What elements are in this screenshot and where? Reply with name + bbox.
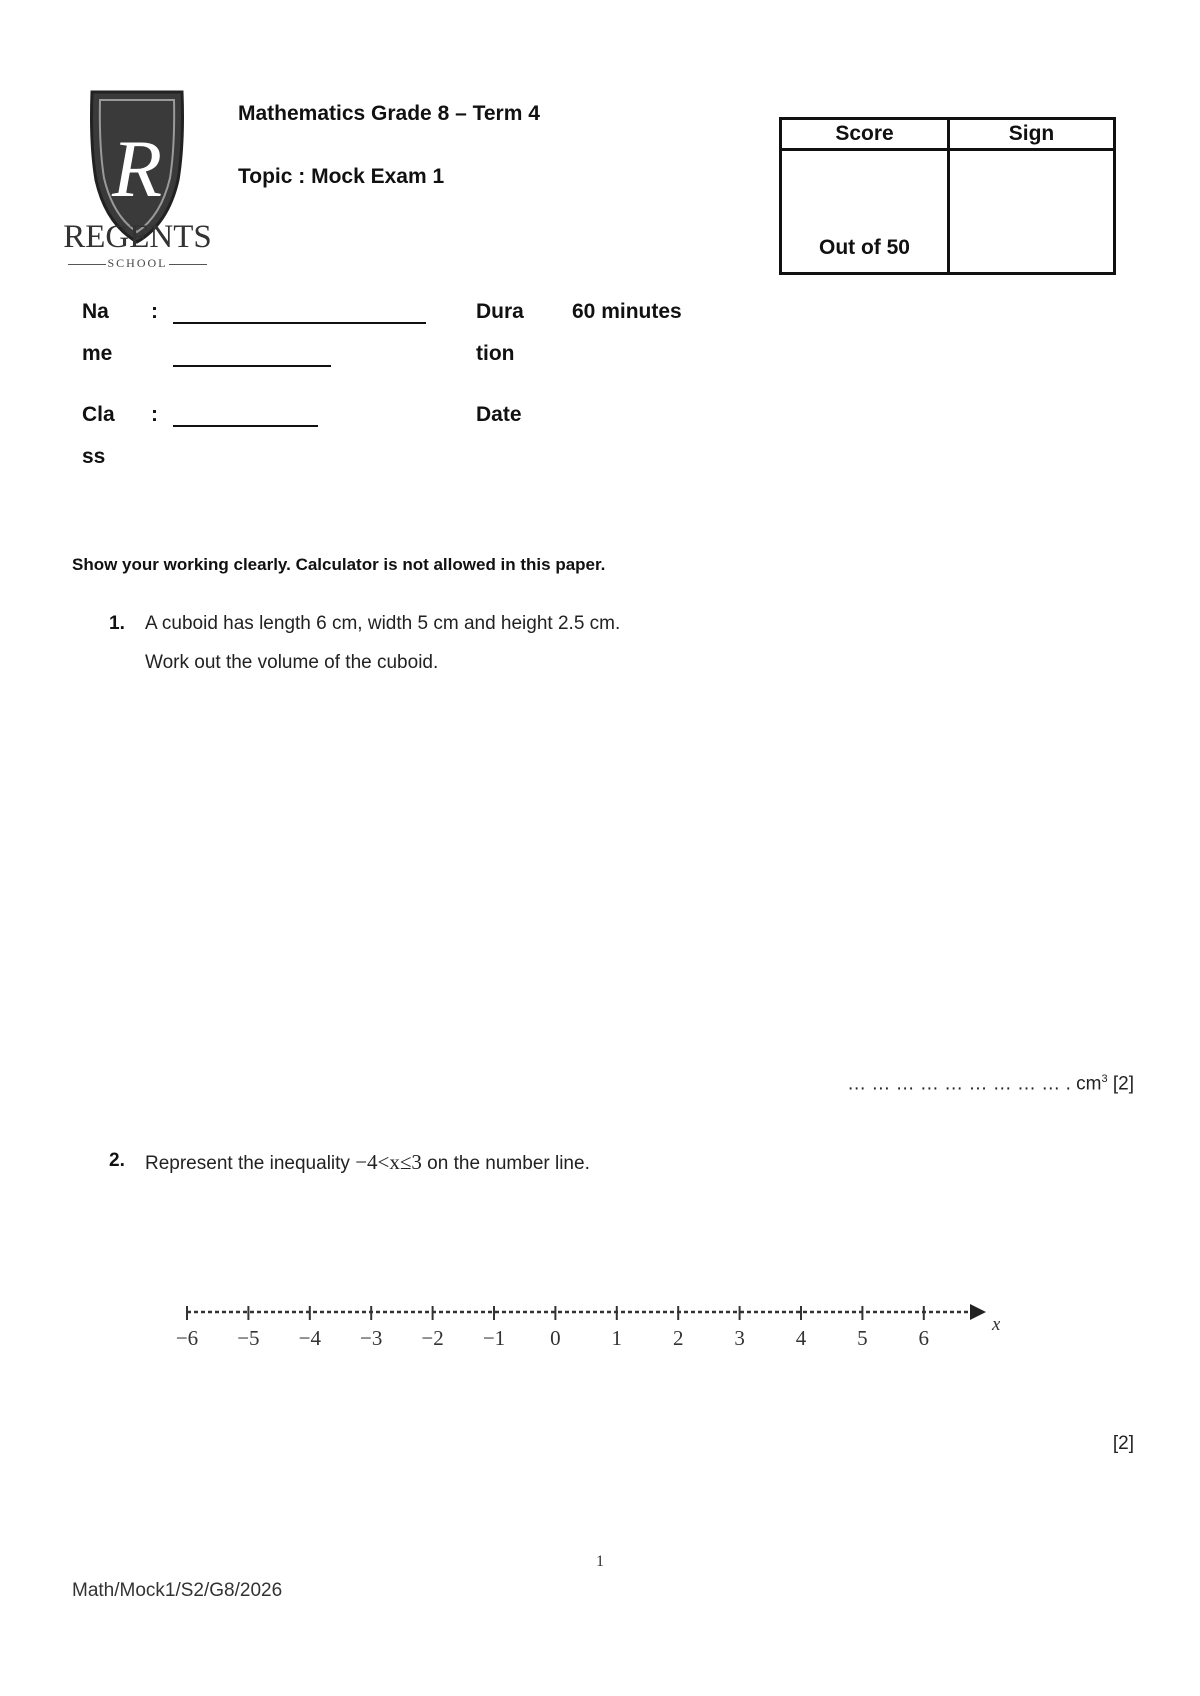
question-1-number: 1.: [109, 613, 125, 634]
number-line-tick-label: −2: [421, 1326, 444, 1350]
number-line-tick-label: −1: [482, 1326, 506, 1350]
question-2-text-after: on the number line.: [421, 1153, 590, 1174]
exam-title: Mathematics Grade 8 – Term 4: [238, 102, 540, 125]
sign-header: Sign: [1008, 122, 1055, 145]
class-colon: :: [151, 403, 158, 426]
number-line-tick-label: 2: [672, 1326, 684, 1350]
number-line-tick-label: −4: [298, 1326, 321, 1350]
number-line-tick-label: 3: [734, 1326, 745, 1350]
question-1-line1: A cuboid has length 6 cm, width 5 cm and height 2.5 cm.: [145, 613, 621, 634]
name-input-line2[interactable]: [173, 365, 331, 367]
class-label-line2: ss: [82, 445, 106, 468]
number-line-tick-label: −3: [360, 1326, 383, 1350]
answer-unit-power: 3: [1101, 1073, 1108, 1085]
question-2-marks: [2]: [1112, 1433, 1134, 1454]
exam-topic: Topic : Mock Exam 1: [238, 165, 445, 188]
footer-code: Math/Mock1/S2/G8/2026: [72, 1580, 283, 1601]
number-line-tick-label: 0: [550, 1326, 561, 1350]
number-line-tick-label: 5: [857, 1326, 868, 1350]
number-line-tick-label: 6: [918, 1326, 930, 1350]
logo-sub-row: [60, 256, 215, 270]
answer-dots: … … … … … … … … … .: [847, 1073, 1071, 1095]
logo-sub: SCHOOL: [107, 256, 168, 270]
logo-name: REGENTS: [63, 219, 212, 255]
question-1-working-area[interactable]: [145, 690, 1125, 1060]
duration-value: 60 minutes: [572, 300, 682, 323]
logo-letter: R: [111, 123, 163, 214]
question-2-inequality: −4<x≤3: [355, 1150, 422, 1174]
date-label: Date: [476, 403, 522, 426]
duration-label-line1: Dura: [476, 300, 524, 323]
question-1-marks: [2]: [1112, 1073, 1134, 1095]
answer-unit: cm: [1076, 1073, 1102, 1095]
number-line-arrow-icon: [970, 1304, 986, 1320]
number-line-variable: x: [992, 1314, 1000, 1335]
school-logo: [60, 84, 215, 274]
question-2-number: 2.: [109, 1150, 125, 1171]
duration-label-line2: tion: [476, 342, 515, 365]
class-label-line1: Cla: [82, 403, 115, 426]
question-2-text: [145, 1150, 590, 1175]
number-line-tick-label: −6: [175, 1326, 199, 1350]
name-input-line1[interactable]: [173, 322, 426, 324]
class-input-line[interactable]: [173, 425, 318, 427]
score-header: Score: [835, 122, 894, 145]
question-1-answer[interactable]: [847, 1073, 1134, 1095]
name-colon: :: [151, 300, 158, 323]
instructions: Show your working clearly. Calculator is not allowed in this paper.: [72, 555, 606, 574]
score-table: [779, 117, 1116, 275]
number-line-tick-label: −5: [237, 1326, 260, 1350]
sign-cell[interactable]: [950, 153, 1113, 272]
question-2-text-before: Represent the inequality: [145, 1153, 356, 1174]
page-number: 1: [596, 1553, 604, 1570]
number-line-tick-label: 4: [795, 1326, 807, 1350]
name-label-line1: Na: [82, 300, 109, 323]
question-1-line2: Work out the volume of the cuboid.: [145, 652, 439, 673]
number-line-tick-label: 1: [611, 1326, 623, 1350]
score-cell[interactable]: [782, 153, 947, 239]
score-out-of: Out of 50: [818, 236, 910, 259]
name-label-line2: me: [82, 342, 113, 365]
number-line[interactable]: [160, 1290, 1000, 1360]
